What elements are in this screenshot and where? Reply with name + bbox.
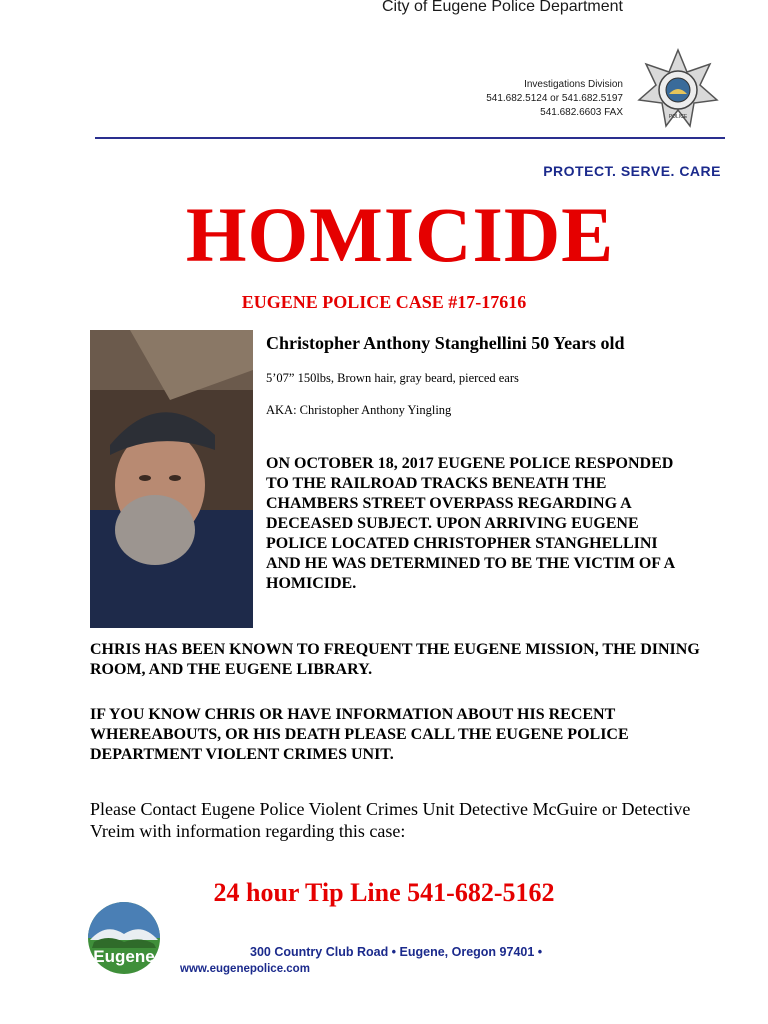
motto: PROTECT. SERVE. CARE (543, 163, 721, 179)
victim-photo (90, 330, 253, 628)
department-fax: 541.682.6603 FAX (540, 107, 623, 118)
header-divider (95, 137, 725, 139)
eugene-city-logo (86, 900, 162, 980)
victim-name-age: Christopher Anthony Stanghellini 50 Years old (266, 333, 625, 353)
contact-instructions: Please Contact Eugene Police Violent Crimes Unit Detective McGuire or Detective Vreim with information regarding this case: (90, 799, 691, 841)
logo-text: Eugene (93, 947, 155, 966)
incident-narrative: ON OCTOBER 18, 2017 EUGENE POLICE RESPONDED TO THE RAILROAD TRACKS BENEATH THE CHAMBERS STREET OVERPASS REGARDING A DECEASED SUBJECT. UPON ARRIVING EUGENE POLICE LOCATED CHRISTOPHER STANGHELLINI AND HE WAS DETERMINED TO BE THE VICTIM OF A HOMICIDE. (266, 455, 675, 592)
known-locations: CHRIS HAS BEEN KNOWN TO FREQUENT THE EUGENE MISSION, THE DINING ROOM, AND THE EUGENE LIBRARY. (90, 641, 700, 678)
tip-line: 24 hour Tip Line 541-682-5162 (213, 878, 555, 907)
information-appeal: IF YOU KNOW CHRIS OR HAVE INFORMATION ABOUT HIS RECENT WHEREABOUTS, OR HIS DEATH PLEASE CALL THE EUGENE POLICE DEPARTMENT VIOLENT CRIMES UNIT. (90, 706, 629, 763)
headline: HOMICIDE (185, 191, 615, 278)
website-link[interactable]: www.eugenepolice.com (180, 963, 310, 975)
case-number: EUGENE POLICE CASE #17-17616 (241, 292, 527, 312)
department-name: City of Eugene Police Department (381, 0, 623, 15)
department-address: 300 Country Club Road • Eugene, Oregon 97401 • (250, 945, 543, 959)
victim-aka: AKA: Christopher Anthony Yingling (266, 403, 452, 417)
badge-text: POLICE (668, 114, 688, 120)
police-badge-icon (637, 48, 719, 130)
division-name: Investigations Division (524, 79, 623, 90)
department-phones: 541.682.5124 or 541.682.5197 (486, 93, 623, 104)
victim-description: 5’07” 150lbs, Brown hair, gray beard, pierced ears (266, 371, 519, 385)
